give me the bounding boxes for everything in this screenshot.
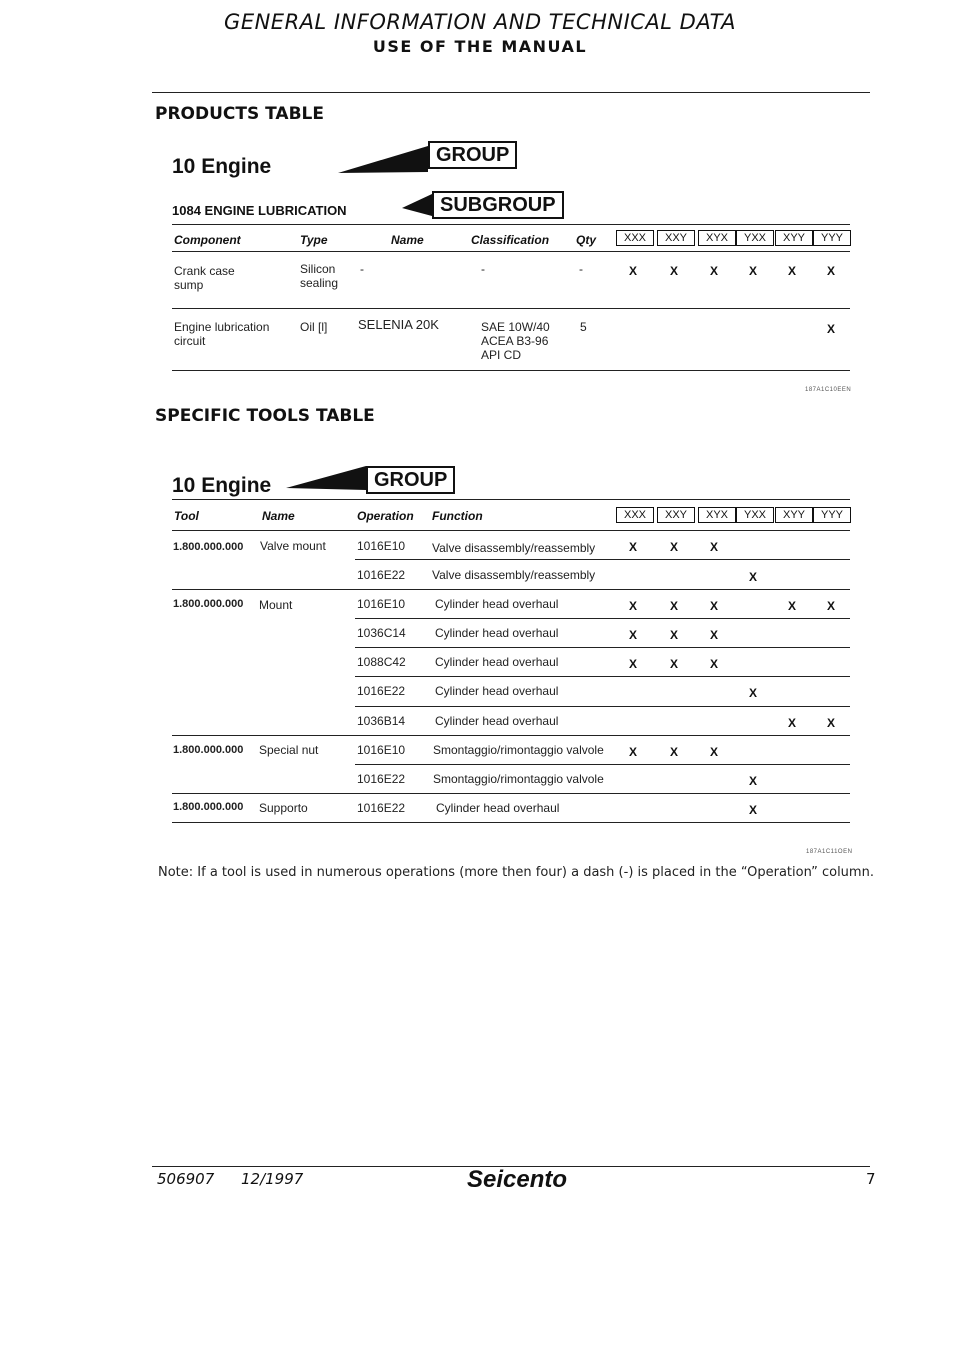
products-row1-type: Silicon sealing: [300, 262, 339, 290]
products-group-pointer: [338, 144, 430, 174]
tools-row-operation: 1016E10: [357, 539, 406, 553]
tools-row-function: Smontaggio/rimontaggio valvole: [433, 772, 604, 786]
tools-row-operation: 1088C42: [357, 655, 406, 669]
tools-row-operation: 1016E22: [357, 801, 406, 815]
tools-row-operation: 1016E22: [357, 684, 406, 698]
products-header-rule: [172, 251, 850, 252]
model-code-box: YYY: [813, 230, 851, 246]
tools-row-mark: X: [710, 657, 719, 671]
tools-row-function: Cylinder head overhaul: [435, 684, 559, 698]
tools-row-mark: X: [710, 745, 719, 759]
group-tag: GROUP: [366, 466, 455, 494]
tools-figure-code: 187A1C11OEN: [806, 849, 853, 855]
col-function: Function: [432, 509, 483, 523]
tools-row-rule: [355, 706, 850, 707]
tools-row-mark: X: [629, 599, 638, 613]
col-type: Type: [300, 233, 328, 247]
col-qty: Qty: [576, 233, 597, 247]
tools-group-title: 10 Engine: [172, 474, 272, 497]
tools-row-mark: X: [710, 540, 719, 554]
tools-header-rule: [172, 530, 850, 531]
products-table-bottom-rule: [172, 370, 850, 371]
model-code-box: XXY: [657, 507, 695, 523]
products-row-rule: [172, 308, 850, 309]
tools-row-mark: X: [788, 716, 797, 730]
products-row2-name: SELENIA 20K: [358, 317, 439, 332]
tools-row-operation: 1016E10: [357, 597, 406, 611]
tools-row-mark: X: [827, 599, 836, 613]
products-row1-classification: -: [481, 262, 485, 276]
footer-doc-number: 506907: [157, 1170, 215, 1188]
tools-row-mark: X: [749, 774, 758, 788]
subgroup-title: 1084 ENGINE LUBRICATION: [172, 203, 347, 218]
tools-group-pointer: [286, 464, 368, 492]
products-row1-component: Crank case sump: [174, 264, 235, 292]
model-code-box: XYX: [698, 230, 736, 246]
products-row1-mark: X: [710, 264, 719, 278]
tools-row-operation: 1036C14: [357, 626, 406, 640]
model-code-box: XYX: [698, 507, 736, 523]
products-row2-qty: 5: [580, 320, 587, 334]
tools-row-function: Valve disassembly/reassembly: [432, 568, 596, 582]
tools-row-function: Cylinder head overhaul: [436, 801, 560, 815]
header-title: GENERAL INFORMATION AND TECHNICAL DATA: [224, 10, 736, 34]
tools-row-tool: 1.800.000.000: [173, 598, 244, 610]
products-row1-mark: X: [670, 264, 679, 278]
model-code-box: YXX: [736, 507, 774, 523]
tools-row-mark: X: [629, 628, 638, 642]
products-row1-mark: X: [827, 264, 836, 278]
footer-date: 12/1997: [241, 1170, 304, 1188]
tools-row-function: Cylinder head overhaul: [435, 626, 559, 640]
page-number: 7: [866, 1170, 876, 1188]
tools-row-function: Cylinder head overhaul: [435, 714, 559, 728]
tools-row-tool: 1.800.000.000: [173, 801, 244, 813]
tools-row-mark: X: [749, 686, 758, 700]
tools-row-operation: 1036B14: [357, 714, 406, 728]
products-row1-name: -: [360, 262, 364, 276]
tools-row-mark: X: [710, 628, 719, 642]
tools-row-mark: X: [670, 599, 679, 613]
products-section-title: PRODUCTS TABLE: [155, 104, 324, 124]
products-row1-mark: X: [788, 264, 797, 278]
model-code-box: XYY: [775, 230, 813, 246]
tools-row-function: Smontaggio/rimontaggio valvole: [433, 743, 604, 757]
tools-row-mark: X: [788, 599, 797, 613]
products-row1-qty: -: [579, 262, 583, 276]
tools-row-name: Special nut: [259, 743, 319, 757]
tools-row-rule: [355, 676, 850, 677]
col-tool-name: Name: [262, 509, 295, 523]
brand-logo: Seicento: [467, 1166, 568, 1193]
tools-row-name: Mount: [259, 598, 293, 612]
tools-row-tool: 1.800.000.000: [173, 744, 244, 756]
tools-row-mark: X: [670, 540, 679, 554]
subgroup-tag: SUBGROUP: [432, 191, 564, 219]
col-name: Name: [391, 233, 424, 247]
tools-row-tool: 1.800.000.000: [173, 541, 244, 553]
header-divider: [152, 92, 870, 93]
products-row1-mark: X: [749, 264, 758, 278]
tools-row-rule: [172, 589, 850, 590]
products-figure-code: 187A1C10EEN: [805, 387, 852, 393]
col-component: Component: [174, 233, 241, 247]
model-code-box: XXX: [616, 507, 654, 523]
tools-row-function: Valve disassembly/reassembly: [432, 541, 596, 555]
products-table-top-rule: [172, 224, 850, 225]
tools-row-mark: X: [827, 716, 836, 730]
tools-row-mark: X: [629, 657, 638, 671]
tools-row-mark: X: [629, 745, 638, 759]
tools-table-bottom-rule: [172, 822, 850, 823]
col-tool: Tool: [174, 509, 199, 523]
tools-row-mark: X: [749, 570, 758, 584]
col-operation: Operation: [357, 509, 414, 523]
tools-row-mark: X: [670, 628, 679, 642]
model-code-box: XYY: [775, 507, 813, 523]
products-row2-classification: SAE 10W/40 ACEA B3-96 API CD: [481, 320, 550, 362]
model-code-box: XXY: [657, 230, 695, 246]
products-row2-component: Engine lubrication circuit: [174, 320, 270, 348]
tools-row-rule: [172, 735, 850, 736]
footnote: Note: If a tool is used in numerous operations (more then four) a dash (-) is placed in the “Operation” column.: [158, 865, 874, 880]
tools-row-function: Cylinder head overhaul: [435, 655, 559, 669]
products-group-title: 10 Engine: [172, 155, 272, 178]
header-subtitle: USE OF THE MANUAL: [372, 37, 588, 56]
tools-row-rule: [172, 793, 850, 794]
tools-row-rule: [355, 559, 850, 560]
tools-table-top-rule: [172, 499, 850, 500]
tools-row-rule: [355, 647, 850, 648]
tools-row-name: Valve mount: [260, 539, 326, 553]
model-code-box: YYY: [813, 507, 851, 523]
tools-row-operation: 1016E10: [357, 743, 406, 757]
products-row2-mark: X: [827, 322, 836, 336]
tools-row-name: Supporto: [259, 801, 308, 815]
tools-row-rule: [355, 618, 850, 619]
tools-row-mark: X: [670, 657, 679, 671]
col-classification: Classification: [471, 233, 550, 247]
tools-row-mark: X: [629, 540, 638, 554]
tools-row-mark: X: [749, 803, 758, 817]
tools-row-operation: 1016E22: [357, 772, 406, 786]
subgroup-pointer: [402, 192, 434, 218]
tools-row-mark: X: [710, 599, 719, 613]
tools-row-function: Cylinder head overhaul: [435, 597, 559, 611]
model-code-box: YXX: [736, 230, 774, 246]
tools-row-rule: [355, 764, 850, 765]
tools-section-title: SPECIFIC TOOLS TABLE: [155, 406, 375, 426]
group-tag: GROUP: [428, 141, 517, 169]
tools-row-operation: 1016E22: [357, 568, 406, 582]
products-row1-mark: X: [629, 264, 638, 278]
tools-row-mark: X: [670, 745, 679, 759]
model-code-box: XXX: [616, 230, 654, 246]
products-row2-type: Oil [l]: [300, 320, 328, 334]
